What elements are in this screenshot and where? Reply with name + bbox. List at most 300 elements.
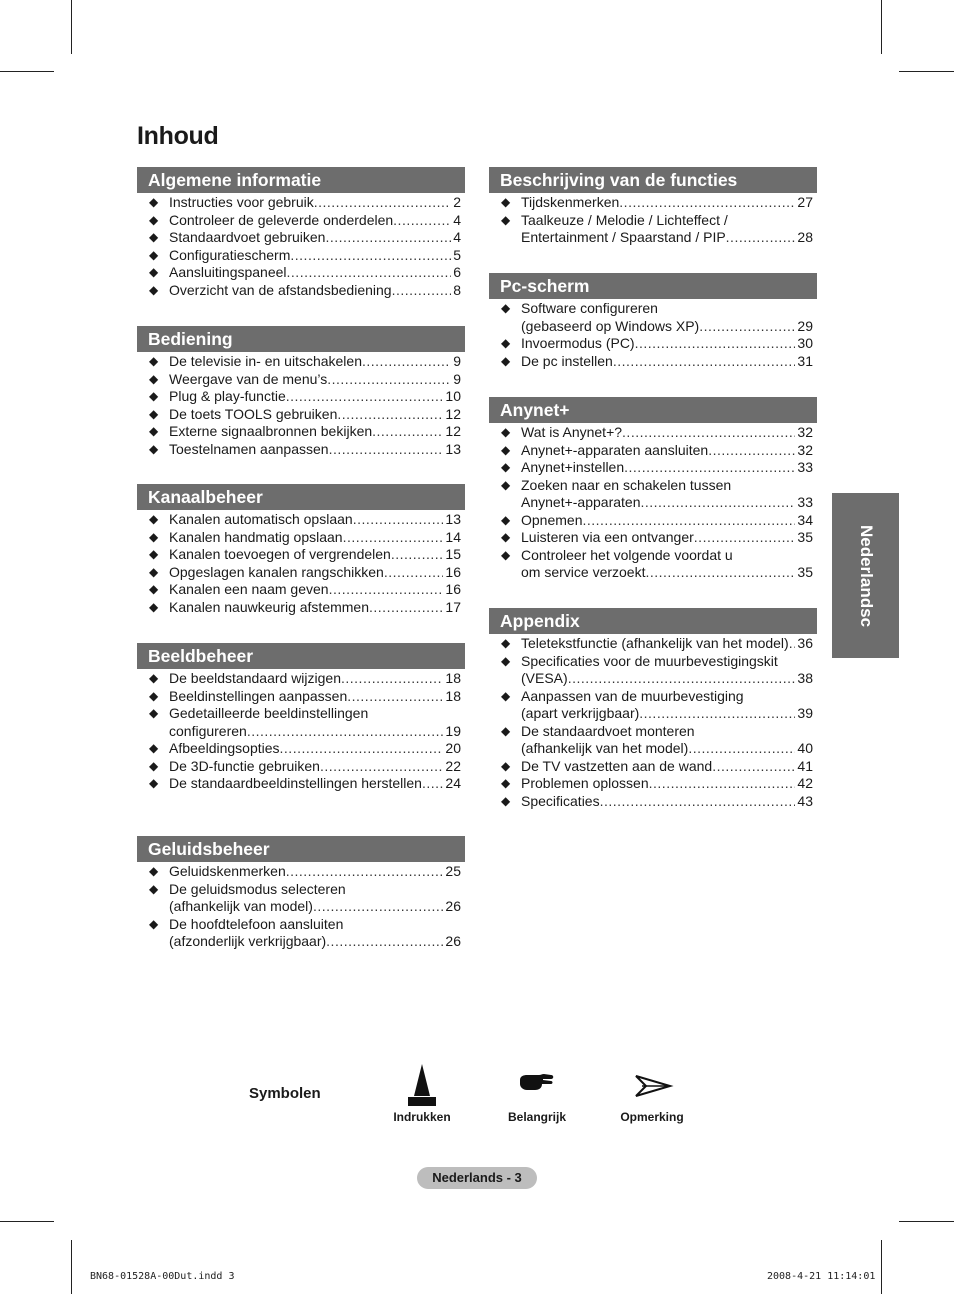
toc-item-text: De standaardbeeldinstellingen herstellen bbox=[169, 775, 422, 791]
toc-page-number: 26 bbox=[445, 898, 461, 914]
toc-item-text: Kanalen toevoegen of vergrendelen bbox=[169, 546, 391, 562]
toc-page-number: 36 bbox=[797, 635, 813, 651]
toc-line bbox=[521, 775, 813, 793]
toc-line bbox=[169, 511, 461, 529]
toc-line bbox=[521, 335, 813, 353]
dot-leader bbox=[392, 282, 452, 300]
dot-leader bbox=[645, 564, 795, 582]
toc-item[interactable] bbox=[137, 599, 465, 617]
toc-item-text: Weergave van de menu’s bbox=[169, 370, 328, 387]
toc-item-text: Wat is Anynet+? bbox=[521, 424, 623, 440]
diamond-bullet-icon: ◆ bbox=[149, 247, 159, 262]
toc-item-text: (afzonderlijk verkrijgbaar) bbox=[169, 933, 327, 949]
toc-item[interactable] bbox=[489, 335, 817, 353]
toc-item-text: (afhankelijk van het model) bbox=[521, 740, 689, 756]
toc-item-text: Taalkeuze / Melodie / Lichteffect / bbox=[521, 211, 728, 228]
toc-page-number: 19 bbox=[445, 722, 461, 739]
toc-item-text: Anynet+-apparaten bbox=[521, 494, 641, 510]
diamond-bullet-icon: ◆ bbox=[149, 195, 159, 209]
symbols-label: Symbolen bbox=[249, 1085, 321, 1102]
toc-item[interactable] bbox=[137, 688, 465, 706]
toc-line bbox=[169, 247, 461, 265]
toc-line bbox=[521, 564, 813, 582]
diamond-bullet-icon: ◆ bbox=[149, 916, 159, 931]
toc-item-text: Opnemen bbox=[521, 511, 583, 528]
toc-item-text: Toestelnamen aanpassen bbox=[169, 440, 329, 457]
dot-leader bbox=[347, 688, 443, 706]
toc-item[interactable] bbox=[489, 653, 817, 688]
toc-line bbox=[169, 546, 461, 564]
toc-line bbox=[521, 494, 813, 512]
dot-leader bbox=[337, 406, 443, 424]
dot-leader bbox=[712, 758, 795, 776]
toc-item[interactable] bbox=[489, 424, 817, 442]
toc-list bbox=[137, 863, 465, 951]
toc-line bbox=[521, 353, 813, 371]
toc-page-number: 26 bbox=[445, 933, 461, 949]
toc-item[interactable] bbox=[137, 916, 465, 951]
toc-line bbox=[169, 388, 461, 406]
dot-leader bbox=[320, 758, 443, 776]
side-tab-label: Nederlandsc bbox=[856, 524, 876, 627]
dot-leader bbox=[369, 599, 443, 617]
toc-item[interactable] bbox=[137, 564, 465, 582]
section-heading: Beschrijving van de functies bbox=[489, 167, 817, 193]
diamond-bullet-icon: ◆ bbox=[501, 336, 511, 350]
toc-line bbox=[521, 512, 813, 530]
diamond-bullet-icon: ◆ bbox=[149, 776, 159, 790]
toc-item-text: (apart verkrijgbaar) bbox=[521, 705, 640, 721]
toc-line bbox=[521, 723, 813, 741]
diamond-bullet-icon: ◆ bbox=[501, 653, 511, 668]
toc-item-text: Beeldinstellingen aanpassen bbox=[169, 687, 348, 704]
print-slug-file: BN68-01528A-00Dut.indd 3 bbox=[90, 1271, 235, 1282]
diamond-bullet-icon: ◆ bbox=[149, 230, 159, 244]
symbol-caption: Opmerking bbox=[620, 1110, 684, 1124]
toc-item[interactable] bbox=[489, 635, 817, 653]
diamond-bullet-icon: ◆ bbox=[501, 353, 511, 368]
toc-item-text: Specificaties bbox=[521, 792, 600, 809]
toc-item[interactable] bbox=[137, 881, 465, 916]
toc-list bbox=[489, 300, 817, 370]
crop-mark bbox=[71, 1240, 72, 1294]
toc-item[interactable] bbox=[137, 546, 465, 564]
toc-line bbox=[521, 477, 813, 495]
diamond-bullet-icon: ◆ bbox=[149, 671, 159, 685]
toc-line bbox=[521, 459, 813, 477]
toc-list bbox=[489, 194, 817, 247]
dot-leader bbox=[622, 424, 795, 442]
dot-leader bbox=[287, 264, 452, 282]
dot-leader bbox=[286, 863, 444, 881]
toc-list bbox=[137, 670, 465, 793]
toc-item-text: Zoeken naar en schakelen tussen bbox=[521, 476, 732, 493]
press-icon bbox=[372, 1062, 472, 1108]
section-heading: Anynet+ bbox=[489, 397, 817, 423]
dot-leader bbox=[343, 529, 444, 547]
toc-item-text: De geluidsmodus selecteren bbox=[169, 880, 346, 897]
dot-leader bbox=[619, 194, 795, 212]
dot-leader bbox=[393, 212, 451, 230]
diamond-bullet-icon: ◆ bbox=[501, 758, 511, 773]
toc-line bbox=[169, 371, 461, 389]
toc-page-number: 28 bbox=[797, 229, 813, 245]
toc-item-text: De beeldstandaard wijzigen bbox=[169, 670, 341, 686]
diamond-bullet-icon: ◆ bbox=[149, 564, 159, 579]
diamond-bullet-icon: ◆ bbox=[501, 212, 511, 227]
toc-item-text: Kanalen handmatig opslaan bbox=[169, 528, 343, 545]
toc-item-text: Opgeslagen kanalen rangschikken bbox=[169, 563, 384, 580]
toc-section bbox=[489, 608, 817, 810]
dot-leader bbox=[649, 775, 796, 793]
toc-item-text: De hoofdtelefoon aansluiten bbox=[169, 915, 344, 932]
toc-item[interactable] bbox=[489, 477, 817, 512]
section-heading: Kanaalbeheer bbox=[137, 484, 465, 510]
section-heading: Algemene informatie bbox=[137, 167, 465, 193]
toc-item-text: Tijdskenmerken bbox=[521, 194, 620, 210]
toc-line bbox=[521, 705, 813, 723]
toc-item[interactable] bbox=[137, 353, 465, 371]
diamond-bullet-icon: ◆ bbox=[501, 793, 511, 808]
toc-item[interactable] bbox=[137, 406, 465, 424]
dot-leader bbox=[688, 740, 795, 758]
dot-leader bbox=[290, 247, 451, 265]
toc-item[interactable] bbox=[137, 529, 465, 547]
dot-leader bbox=[422, 775, 443, 793]
toc-page-number: 40 bbox=[797, 740, 813, 756]
toc-page-number: 18 bbox=[445, 687, 461, 704]
toc-item-text: Controleer het volgende voordat u bbox=[521, 546, 733, 563]
dot-leader bbox=[353, 511, 444, 529]
dot-leader bbox=[327, 371, 451, 389]
diamond-bullet-icon: ◆ bbox=[149, 354, 159, 368]
toc-item[interactable] bbox=[489, 212, 817, 247]
toc-page-number: 20 bbox=[445, 740, 461, 756]
toc-page-number: 34 bbox=[797, 511, 813, 528]
toc-page-number: 18 bbox=[445, 670, 461, 686]
dot-leader bbox=[789, 635, 796, 653]
toc-section bbox=[489, 397, 817, 582]
arrow-pointer-icon bbox=[602, 1062, 702, 1108]
toc-item-text: De TV vastzetten aan de wand bbox=[521, 757, 713, 774]
toc-page-number: 5 bbox=[453, 246, 461, 263]
toc-item-text: Invoermodus (PC) bbox=[521, 335, 635, 351]
diamond-bullet-icon: ◆ bbox=[149, 265, 159, 279]
toc-item-text: Plug & play-functie bbox=[169, 388, 286, 404]
dot-leader bbox=[329, 581, 444, 599]
toc-line bbox=[521, 793, 813, 811]
symbol-press bbox=[372, 1062, 472, 1124]
toc-item[interactable] bbox=[137, 581, 465, 599]
toc-line bbox=[169, 353, 461, 371]
toc-item[interactable] bbox=[137, 511, 465, 529]
dot-leader bbox=[726, 229, 796, 247]
toc-item[interactable] bbox=[137, 740, 465, 758]
toc-item[interactable] bbox=[137, 758, 465, 776]
toc-line bbox=[169, 723, 461, 741]
toc-page-number: 15 bbox=[445, 546, 461, 562]
toc-item[interactable] bbox=[489, 512, 817, 530]
toc-line bbox=[521, 442, 813, 460]
crop-mark bbox=[881, 1240, 882, 1294]
toc-line bbox=[169, 441, 461, 459]
toc-line bbox=[169, 282, 461, 300]
toc-section bbox=[137, 326, 465, 458]
diamond-bullet-icon: ◆ bbox=[501, 477, 511, 492]
toc-item-text: Kanalen nauwkeurig afstemmen bbox=[169, 598, 370, 615]
toc-line bbox=[521, 635, 813, 653]
toc-item-text: Specificaties voor de muurbevestigingskit bbox=[521, 652, 778, 669]
toc-line bbox=[169, 264, 461, 282]
toc-item-text: Teletekstfunctie (afhankelijk van het model) bbox=[521, 635, 789, 651]
toc-list bbox=[137, 353, 465, 458]
toc-item[interactable] bbox=[137, 670, 465, 688]
dot-leader bbox=[568, 670, 796, 688]
toc-item[interactable] bbox=[489, 459, 817, 477]
toc-page-number: 43 bbox=[797, 792, 813, 809]
toc-line bbox=[169, 898, 461, 916]
diamond-bullet-icon: ◆ bbox=[501, 512, 511, 527]
dot-leader bbox=[314, 194, 451, 212]
dot-leader bbox=[341, 670, 443, 688]
toc-page-number: 33 bbox=[797, 494, 813, 510]
diamond-bullet-icon: ◆ bbox=[149, 741, 159, 755]
toc-page-number: 8 bbox=[453, 281, 461, 298]
toc-item-text: Entertainment / Spaarstand / PIP bbox=[521, 229, 726, 245]
toc-item-text: Kanalen een naam geven bbox=[169, 581, 329, 597]
toc-item[interactable] bbox=[489, 194, 817, 212]
diamond-bullet-icon: ◆ bbox=[149, 758, 159, 773]
diamond-bullet-icon: ◆ bbox=[149, 529, 159, 544]
toc-line bbox=[169, 599, 461, 617]
toc-line bbox=[521, 653, 813, 671]
toc-item[interactable] bbox=[137, 775, 465, 793]
section-heading: Appendix bbox=[489, 608, 817, 634]
toc-section bbox=[137, 643, 465, 793]
toc-page-number: 32 bbox=[797, 441, 813, 458]
toc-line bbox=[169, 705, 461, 723]
diamond-bullet-icon: ◆ bbox=[149, 424, 159, 438]
toc-item-text: Configuratiescherm bbox=[169, 246, 291, 263]
diamond-bullet-icon: ◆ bbox=[501, 547, 511, 562]
toc-page-number: 13 bbox=[445, 511, 461, 527]
toc-item-text: Gedetailleerde beeldinstellingen bbox=[169, 705, 369, 721]
dot-leader bbox=[384, 564, 444, 582]
toc-item[interactable] bbox=[489, 793, 817, 811]
toc-item[interactable] bbox=[137, 247, 465, 265]
toc-page-number: 29 bbox=[797, 317, 813, 334]
toc-page-number: 33 bbox=[797, 459, 813, 475]
diamond-bullet-icon: ◆ bbox=[501, 636, 511, 650]
toc-line bbox=[169, 406, 461, 424]
language-side-tab bbox=[832, 493, 899, 658]
toc-item-text: configureren bbox=[169, 722, 247, 739]
section-heading: Beeldbeheer bbox=[137, 643, 465, 669]
toc-item-text: (VESA) bbox=[521, 670, 568, 686]
diamond-bullet-icon: ◆ bbox=[501, 442, 511, 457]
diamond-bullet-icon: ◆ bbox=[501, 776, 511, 790]
toc-item-text: Overzicht van de afstandsbediening bbox=[169, 281, 392, 298]
toc-item[interactable] bbox=[489, 688, 817, 723]
toc-page-number: 9 bbox=[453, 370, 461, 387]
toc-item[interactable] bbox=[137, 229, 465, 247]
toc-section bbox=[489, 273, 817, 370]
toc-page-number: 35 bbox=[797, 529, 813, 545]
dot-leader bbox=[329, 441, 444, 459]
toc-section bbox=[137, 167, 465, 299]
diamond-bullet-icon: ◆ bbox=[149, 582, 159, 596]
toc-line bbox=[521, 740, 813, 758]
toc-item-text: De toets TOOLS gebruiken bbox=[169, 405, 338, 422]
toc-item-text: Anynet+-apparaten aansluiten bbox=[521, 441, 709, 458]
toc-item[interactable] bbox=[137, 705, 465, 740]
toc-line bbox=[169, 564, 461, 582]
diamond-bullet-icon: ◆ bbox=[501, 688, 511, 703]
diamond-bullet-icon: ◆ bbox=[149, 406, 159, 421]
toc-item[interactable] bbox=[137, 441, 465, 459]
toc-item[interactable] bbox=[489, 547, 817, 582]
dot-leader bbox=[286, 388, 444, 406]
toc-item[interactable] bbox=[137, 194, 465, 212]
toc-item-text: om service verzoekt bbox=[521, 564, 646, 580]
toc-page-number: 12 bbox=[445, 405, 461, 422]
toc-item[interactable] bbox=[137, 371, 465, 389]
toc-item-text: Luisteren via een ontvanger bbox=[521, 529, 694, 545]
diamond-bullet-icon: ◆ bbox=[149, 282, 159, 297]
toc-item-text: Afbeeldingsopties bbox=[169, 740, 280, 756]
toc-item[interactable] bbox=[489, 775, 817, 793]
diamond-bullet-icon: ◆ bbox=[501, 723, 511, 738]
symbol-important bbox=[487, 1062, 587, 1124]
toc-page-number: 27 bbox=[797, 194, 813, 210]
toc-line bbox=[169, 916, 461, 934]
crop-mark bbox=[899, 71, 954, 72]
toc-page-number: 30 bbox=[797, 335, 813, 351]
toc-item-text: De pc instellen bbox=[521, 352, 613, 369]
dot-leader bbox=[391, 546, 444, 564]
toc-page-number: 16 bbox=[445, 581, 461, 597]
toc-page-number: 10 bbox=[445, 388, 461, 404]
dot-leader bbox=[247, 723, 444, 741]
crop-mark bbox=[0, 1221, 54, 1222]
toc-page-number: 42 bbox=[797, 775, 813, 791]
diamond-bullet-icon: ◆ bbox=[501, 301, 511, 315]
section-heading: Bediening bbox=[137, 326, 465, 352]
toc-list bbox=[489, 635, 817, 810]
symbol-note bbox=[602, 1062, 702, 1124]
toc-item-text: De televisie in- en uitschakelen bbox=[169, 353, 362, 369]
toc-line bbox=[169, 881, 461, 899]
toc-item-text: Controleer de geleverde onderdelen bbox=[169, 211, 394, 228]
toc-item-text: (gebaseerd op Windows XP) bbox=[521, 317, 700, 334]
dot-leader bbox=[635, 335, 796, 353]
toc-item[interactable] bbox=[489, 442, 817, 460]
diamond-bullet-icon: ◆ bbox=[149, 706, 159, 720]
pointing-hand-icon bbox=[487, 1062, 587, 1108]
toc-page-number: 25 bbox=[445, 863, 461, 879]
toc-item-text: Externe signaalbronnen bekijken bbox=[169, 423, 373, 439]
toc-item[interactable] bbox=[137, 423, 465, 441]
toc-item[interactable] bbox=[137, 264, 465, 282]
dot-leader bbox=[326, 933, 443, 951]
toc-list bbox=[137, 511, 465, 616]
toc-line bbox=[169, 581, 461, 599]
symbol-caption: Belangrijk bbox=[507, 1110, 567, 1124]
toc-page-number: 14 bbox=[445, 528, 461, 545]
toc-line bbox=[169, 758, 461, 776]
dot-leader bbox=[600, 793, 796, 811]
toc-page-number: 35 bbox=[797, 564, 813, 580]
dot-leader bbox=[313, 898, 443, 916]
diamond-bullet-icon: ◆ bbox=[149, 599, 159, 614]
diamond-bullet-icon: ◆ bbox=[149, 441, 159, 456]
toc-item[interactable] bbox=[137, 863, 465, 881]
toc-item-text: Aansluitingspaneel bbox=[169, 264, 287, 280]
toc-section bbox=[137, 836, 465, 951]
toc-item[interactable] bbox=[489, 529, 817, 547]
dot-leader bbox=[325, 229, 451, 247]
toc-item[interactable] bbox=[489, 300, 817, 335]
toc-section bbox=[137, 484, 465, 616]
crop-mark bbox=[881, 0, 882, 54]
toc-item[interactable] bbox=[489, 758, 817, 776]
diamond-bullet-icon: ◆ bbox=[149, 212, 159, 227]
diamond-bullet-icon: ◆ bbox=[149, 864, 159, 878]
toc-item-text: Software configureren bbox=[521, 300, 658, 316]
toc-line bbox=[169, 740, 461, 758]
crop-mark bbox=[0, 71, 54, 72]
toc-item[interactable] bbox=[137, 282, 465, 300]
toc-item-text: Kanalen automatisch opslaan bbox=[169, 511, 353, 527]
toc-line bbox=[169, 194, 461, 212]
toc-item[interactable] bbox=[137, 388, 465, 406]
toc-page-number: 38 bbox=[797, 670, 813, 686]
toc-line bbox=[169, 775, 461, 793]
section-heading: Geluidsbeheer bbox=[137, 836, 465, 862]
dot-leader bbox=[699, 318, 795, 336]
toc-line bbox=[521, 547, 813, 565]
dot-leader bbox=[613, 353, 796, 371]
toc-page-number: 32 bbox=[797, 424, 813, 440]
toc-item-text: (afhankelijk van model) bbox=[169, 898, 313, 914]
toc-item-text: Standaardvoet gebruiken bbox=[169, 229, 326, 245]
dot-leader bbox=[639, 705, 795, 723]
page-number-badge: Nederlands - 3 bbox=[417, 1167, 537, 1189]
toc-line bbox=[521, 529, 813, 547]
crop-mark bbox=[71, 0, 72, 54]
toc-page-number: 17 bbox=[445, 598, 461, 615]
dot-leader bbox=[694, 529, 796, 547]
toc-line bbox=[169, 423, 461, 441]
toc-item[interactable] bbox=[489, 723, 817, 758]
toc-item[interactable] bbox=[489, 353, 817, 371]
section-heading: Pc-scherm bbox=[489, 273, 817, 299]
toc-item-text: De standaardvoet monteren bbox=[521, 722, 695, 739]
toc-page-number: 39 bbox=[797, 705, 813, 721]
toc-item-text: Aanpassen van de muurbevestiging bbox=[521, 687, 744, 704]
toc-item-text: Geluidskenmerken bbox=[169, 863, 286, 879]
toc-line bbox=[521, 212, 813, 230]
diamond-bullet-icon: ◆ bbox=[501, 530, 511, 544]
toc-list bbox=[137, 194, 465, 299]
toc-line bbox=[169, 863, 461, 881]
toc-page-number: 9 bbox=[453, 353, 461, 369]
toc-line bbox=[521, 688, 813, 706]
toc-page-number: 16 bbox=[445, 563, 461, 580]
toc-line bbox=[169, 688, 461, 706]
toc-item[interactable] bbox=[137, 212, 465, 230]
dot-leader bbox=[582, 512, 795, 530]
